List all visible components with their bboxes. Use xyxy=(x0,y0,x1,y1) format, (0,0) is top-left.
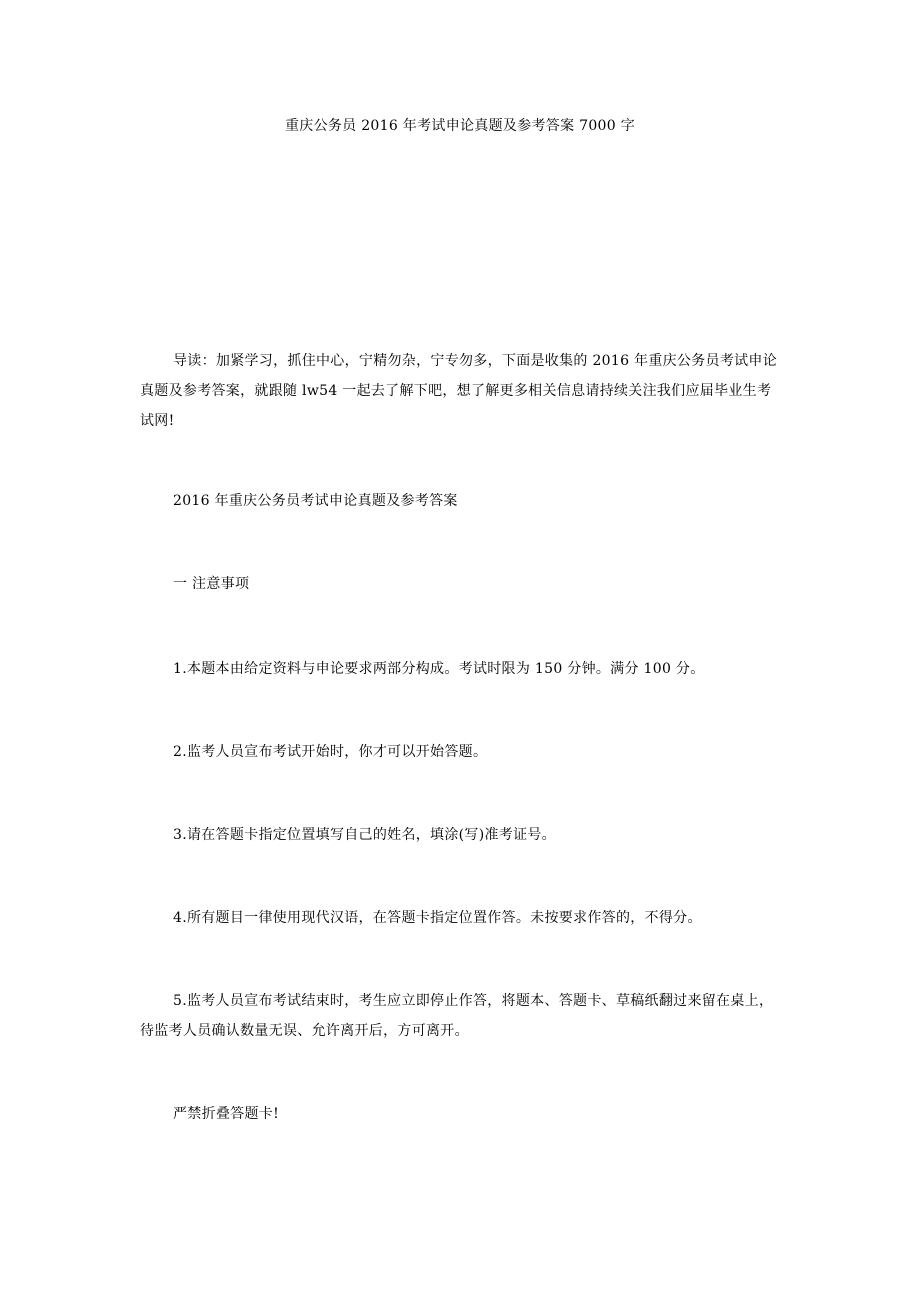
section-heading: 一 注意事项 xyxy=(173,576,250,592)
note-item-4: 4.所有题目一律使用现代汉语，在答题卡指定位置作答。未按要求作答的，不得分。 xyxy=(173,910,702,926)
intro-paragraph: 导读：加紧学习，抓住中心，宁精勿杂，宁专勿多，下面是收集的 2016 年重庆公务员考试申论真题及参考答案，就跟随 lw54 一起去了解下吧，想了解更多相关信息请持续关注我们应届毕业生考试网! xyxy=(140,353,778,429)
note-item-5: 5.监考人员宣布考试结束时，考生应立即停止作答，将题本、答题卡、草稿纸翻过来留在桌上，待监考人员确认数量无误、允许离开后，方可离开。 xyxy=(140,993,774,1039)
document-title: 重庆公务员 2016 年考试申论真题及参考答案 7000 字 xyxy=(284,118,636,134)
subtitle: 2016 年重庆公务员考试申论真题及参考答案 xyxy=(173,493,458,509)
warning-text: 严禁折叠答题卡! xyxy=(173,1106,280,1122)
note-item-2: 2.监考人员宣布考试开始时，你才可以开始答题。 xyxy=(173,744,488,760)
note-item-1: 1.本题本由给定资料与申论要求两部分构成。考试时限为 150 分钟。满分 100 分。 xyxy=(173,661,705,677)
note-item-3: 3.请在答题卡指定位置填写自己的姓名，填涂(写)准考证号。 xyxy=(173,827,556,843)
